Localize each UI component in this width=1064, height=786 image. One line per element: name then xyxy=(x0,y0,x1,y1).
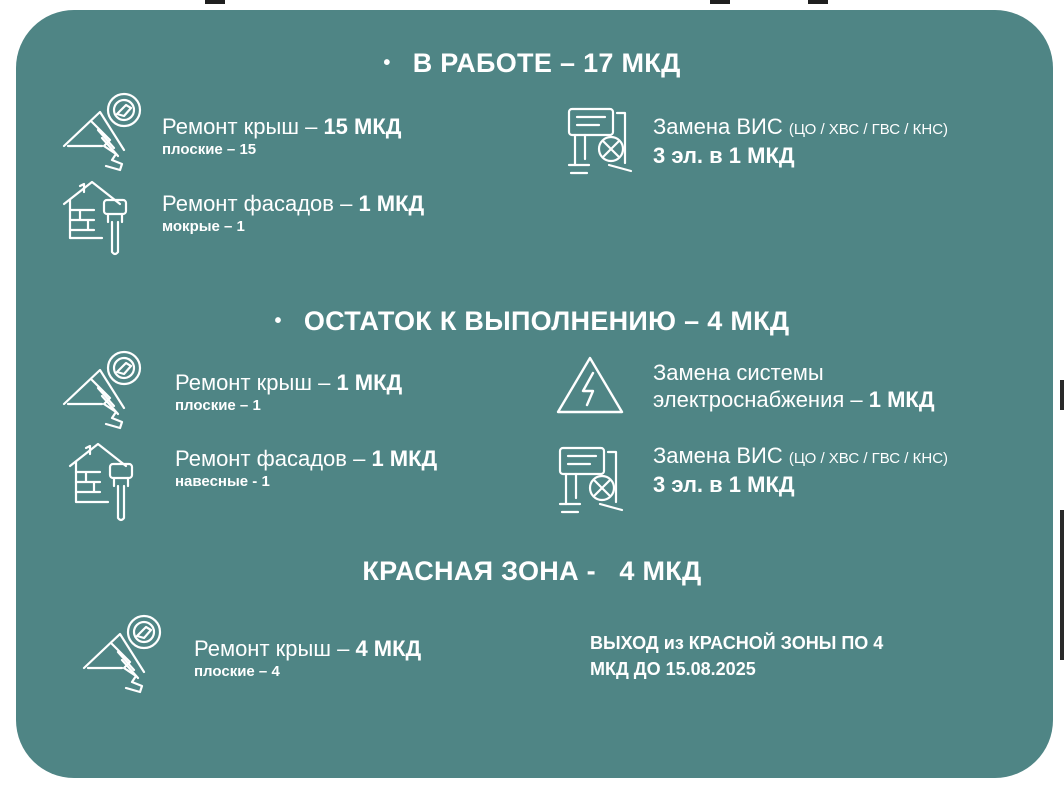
roof-repair-icon xyxy=(82,612,172,694)
roofs-line xyxy=(175,370,402,396)
remaining-power xyxy=(653,360,935,413)
roofs-label: Ремонт крыш – xyxy=(162,114,324,139)
roofs-label: Ремонт крыш – xyxy=(175,370,337,395)
power-line1: Замена системы xyxy=(653,360,824,385)
remaining-roofs xyxy=(175,370,402,416)
top-edge-fragment xyxy=(808,0,828,4)
section-remaining-heading xyxy=(0,305,1064,340)
roofs-sub: плоские – 4 xyxy=(194,663,280,680)
power-value: 1 МКД xyxy=(868,387,935,412)
vis-line xyxy=(653,114,948,143)
section-red-zone-heading xyxy=(0,555,1064,587)
facade-repair-icon xyxy=(62,178,142,258)
roofs-value: 15 МКД xyxy=(323,114,402,139)
roofs-line xyxy=(194,636,421,662)
vis-count: 3 эл. в 1 МКД xyxy=(653,472,795,497)
section-title: В РАБОТЕ – 17 МКД xyxy=(412,48,681,78)
red-zone-roofs xyxy=(194,636,421,682)
vis-detail: (ЦО / ХВС / ГВС / КНС) xyxy=(788,121,949,138)
plumbing-systems-icon xyxy=(565,103,635,177)
red-zone-exit-note xyxy=(590,630,883,682)
roofs-value: 4 МКД xyxy=(355,636,422,661)
roofs-line xyxy=(162,114,401,140)
in-work-vis xyxy=(653,114,948,169)
vis-detail: (ЦО / ХВС / ГВС / КНС) xyxy=(788,450,949,467)
facades-line xyxy=(175,446,437,472)
facades-sub: мокрые – 1 xyxy=(162,218,245,235)
section-title: ОСТАТОК К ВЫПОЛНЕНИЮ – 4 МКД xyxy=(303,306,790,336)
power-label: электроснабжения – xyxy=(653,387,869,412)
remaining-vis xyxy=(653,443,948,498)
exit-line1: ВЫХОД из КРАСНОЙ ЗОНЫ ПО 4 xyxy=(590,633,884,653)
power-line2 xyxy=(653,387,935,413)
high-voltage-icon xyxy=(555,355,625,415)
facades-sub: навесные - 1 xyxy=(175,473,270,490)
facades-label: Ремонт фасадов – xyxy=(175,446,372,471)
vis-label: Замена ВИС xyxy=(653,443,789,468)
roofs-value: 1 МКД xyxy=(336,370,403,395)
roof-repair-icon xyxy=(62,90,152,172)
roof-repair-icon xyxy=(62,348,152,430)
in-work-roofs xyxy=(162,114,401,160)
plumbing-systems-icon xyxy=(556,442,626,516)
roofs-sub: плоские – 1 xyxy=(175,397,261,414)
in-work-facades xyxy=(162,191,424,237)
top-edge-fragment xyxy=(710,0,730,4)
top-edge-fragment xyxy=(205,0,225,4)
facades-value: 1 МКД xyxy=(358,191,425,216)
facade-repair-icon xyxy=(68,440,148,524)
bullet: • xyxy=(274,310,282,332)
vis-line xyxy=(653,443,948,472)
vis-count: 3 эл. в 1 МКД xyxy=(653,143,795,168)
roofs-sub: плоские – 15 xyxy=(162,141,257,158)
section-title: КРАСНАЯ ЗОНА - 4 МКД xyxy=(362,556,702,586)
remaining-facades xyxy=(175,446,437,492)
exit-line2: МКД ДО 15.08.2025 xyxy=(590,659,756,679)
roofs-label: Ремонт крыш – xyxy=(194,636,356,661)
facades-line xyxy=(162,191,424,217)
bullet: • xyxy=(383,52,391,74)
right-edge-fragment xyxy=(1060,380,1064,410)
vis-label: Замена ВИС xyxy=(653,114,789,139)
facades-value: 1 МКД xyxy=(371,446,438,471)
facades-label: Ремонт фасадов – xyxy=(162,191,359,216)
section-in-work-heading xyxy=(0,47,1064,82)
